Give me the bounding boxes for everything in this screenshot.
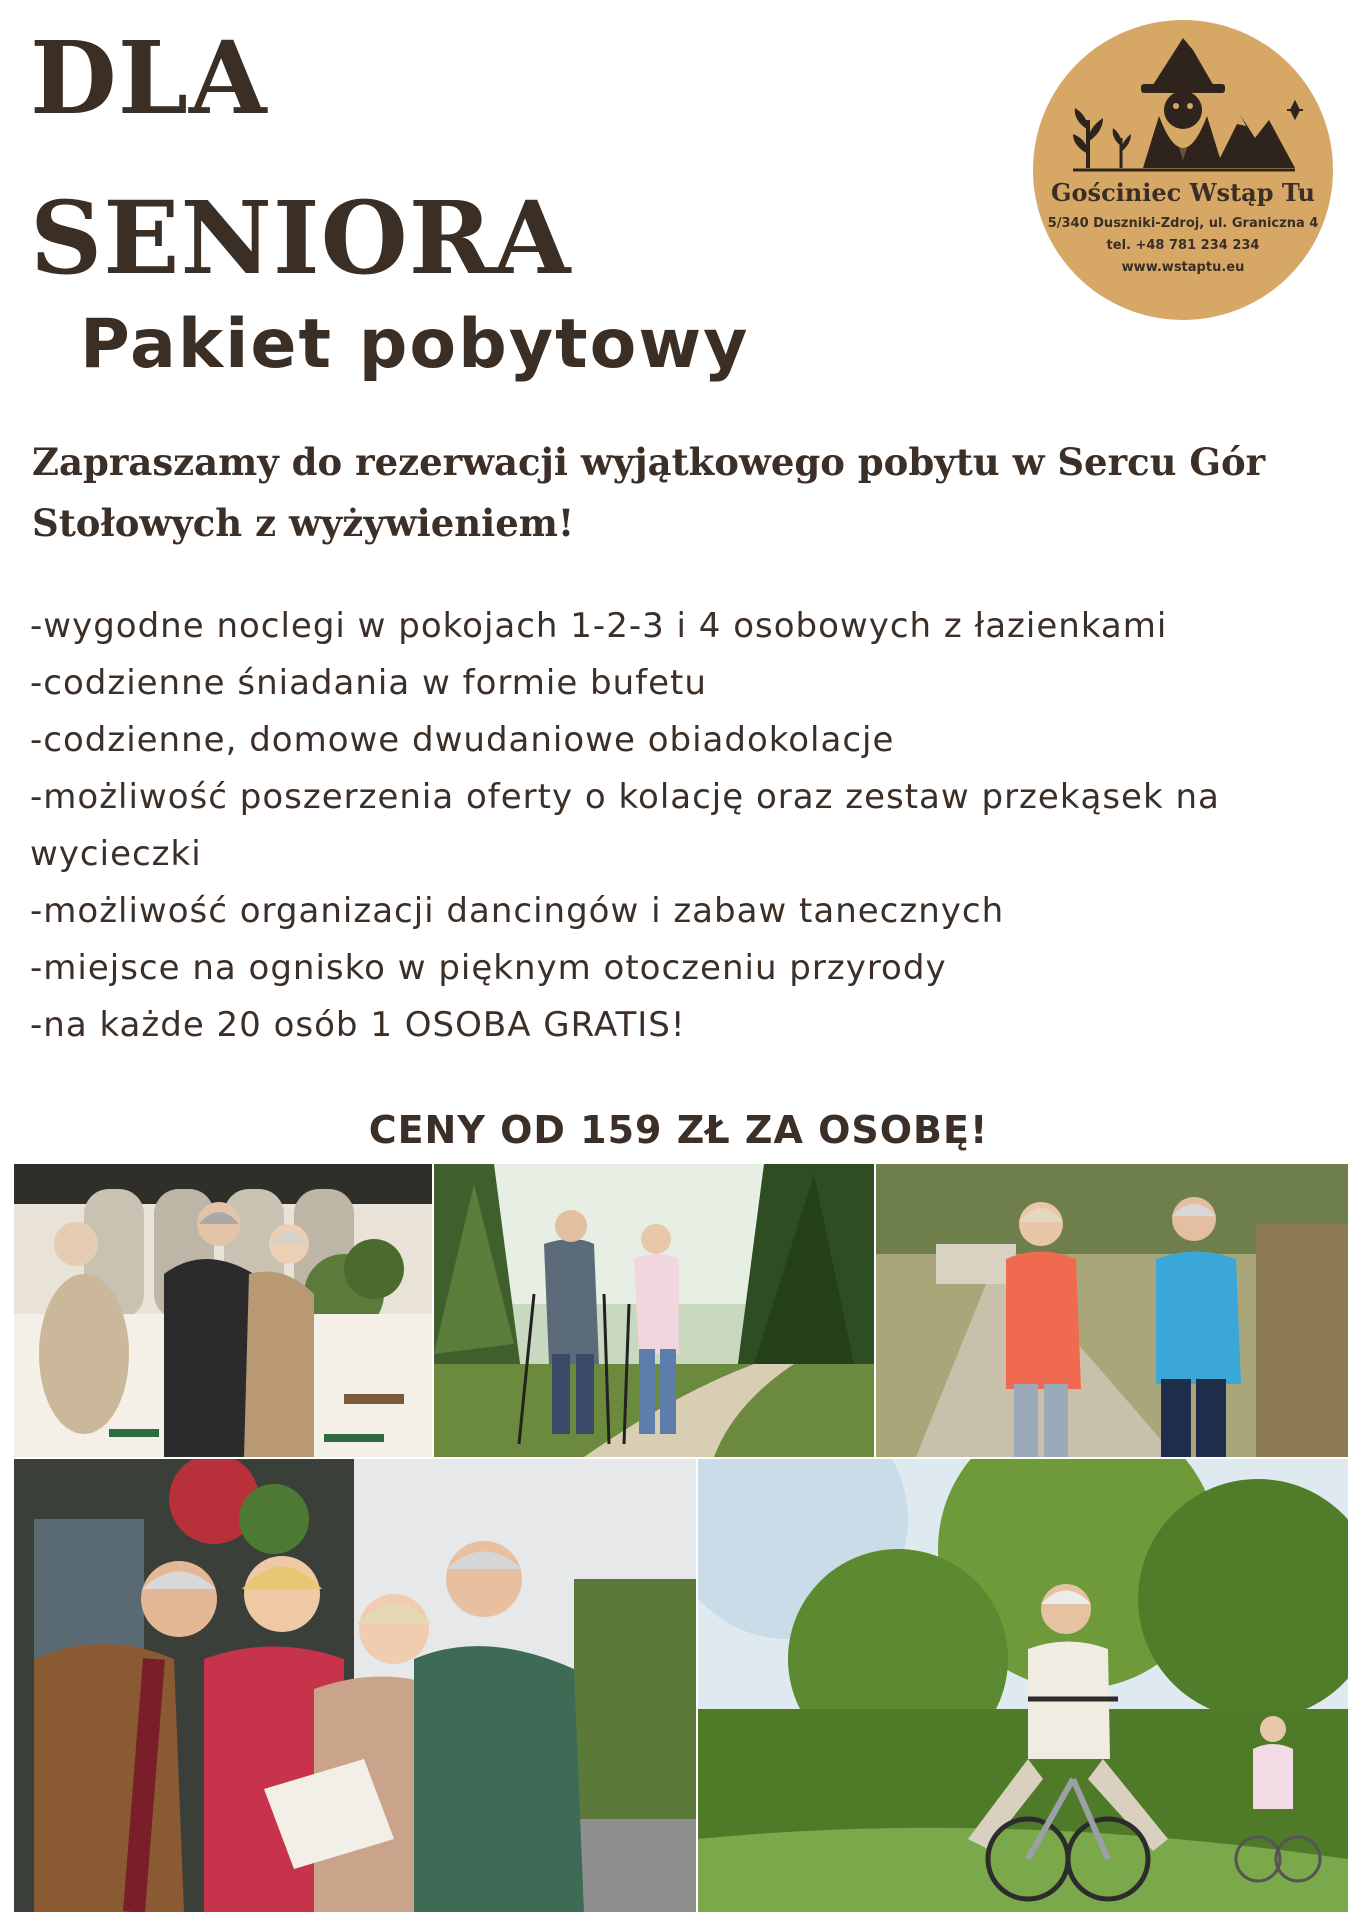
intro-text: Zapraszamy do rezerwacji wyjątkowego pobytu w Sercu Gór Stołowych z wyżywieniem!: [32, 440, 1266, 545]
feature-item: -codzienne, domowe dwudaniowe obiadokolacje: [30, 720, 895, 760]
feature-item: -wygodne noclegi w pokojach 1-2-3 i 4 osobowych z łazienkami: [30, 606, 1168, 646]
price-banner: CENY OD 159 ZŁ ZA OSOBĘ!: [368, 1108, 989, 1152]
photo-senior-cycling: [698, 1459, 1348, 1912]
logo-phone: tel. +48 781 234 234: [1106, 238, 1260, 253]
subtitle: Pakiet pobytowy: [80, 305, 750, 384]
feature-item: -na każde 20 osób 1 OSOBA GRATIS!: [30, 1005, 686, 1045]
photo-jogging-couple: [876, 1164, 1348, 1457]
photo-nordic-walking: [434, 1164, 874, 1457]
title-line-1: DLA: [30, 19, 268, 137]
feature-list: [30, 598, 1330, 1054]
title-line-2: SENIORA: [30, 179, 572, 297]
photo-dancing-seniors: [14, 1164, 432, 1457]
wizard-mountains-icon: [1033, 20, 1333, 320]
feature-item: -miejsce na ognisko w pięknym otoczeniu przyrody: [30, 948, 947, 988]
feature-item: -codzienne śniadania w formie bufetu: [30, 663, 707, 703]
photo-seniors-with-map: [14, 1459, 696, 1912]
logo-badge: [1033, 20, 1333, 320]
logo-name: Gościniec Wstąp Tu: [1051, 178, 1315, 207]
logo-website: www.wstaptu.eu: [1121, 260, 1245, 275]
feature-item: -możliwość organizacji dancingów i zabaw tanecznych: [30, 891, 1005, 931]
feature-item: -możliwość poszerzenia oferty o kolację oraz zestaw przekąsek na wycieczki: [30, 777, 1220, 874]
logo-address: 5/340 Duszniki-Zdroj, ul. Graniczna 4: [1047, 216, 1319, 231]
